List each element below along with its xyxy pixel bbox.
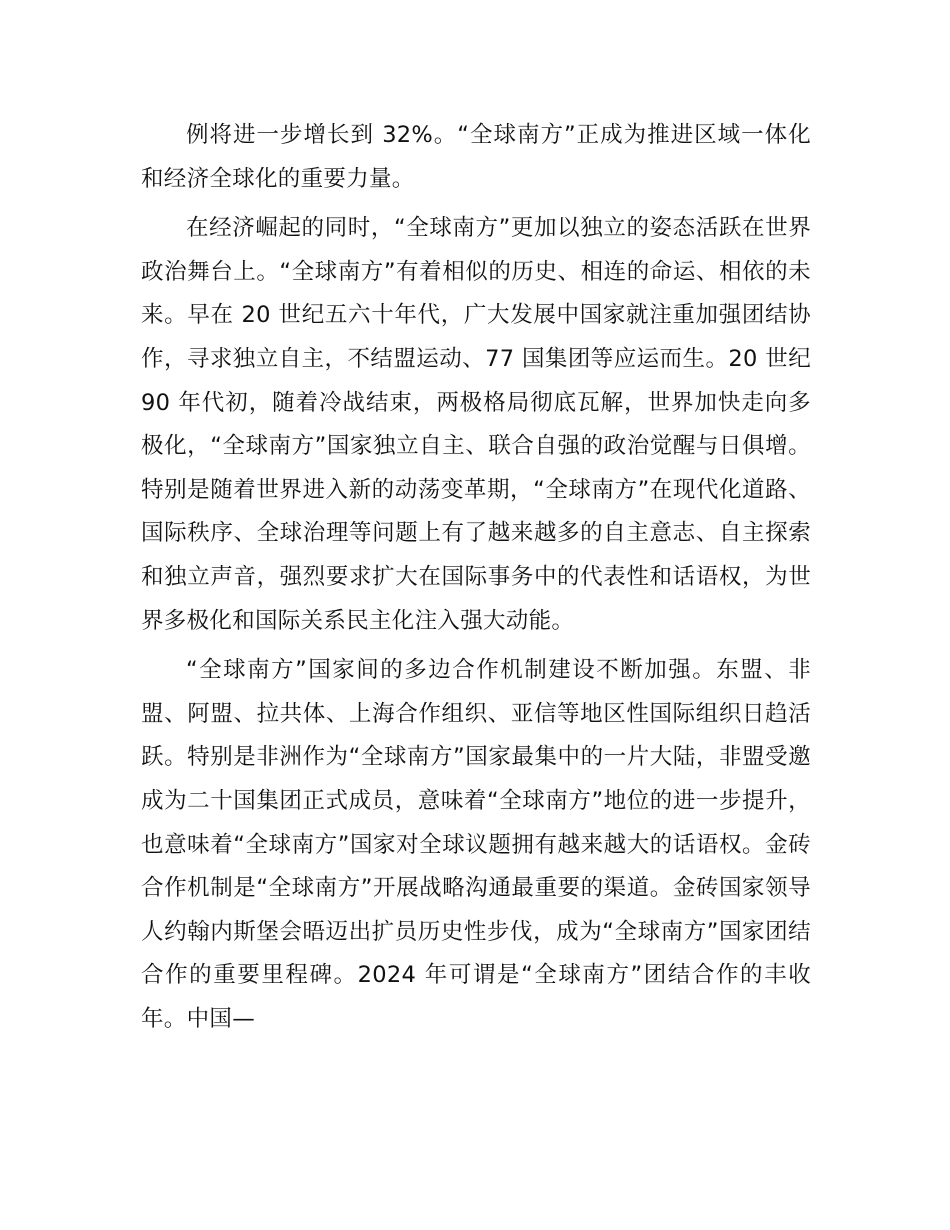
paragraph-1: 例将进一步增长到 32%。“全球南方”正成为推进区域一体化和经济全球化的重要力量。: [141, 122, 811, 192]
paragraph-3: “全球南方”国家间的多边合作机制建设不断加强。东盟、非盟、阿盟、拉共体、上海合作组织、亚信等地区性国际组织日趋活跃。特别是非洲作为“全球南方”国家最集中的一片大陆，非盟受邀成为二十国集团正式成员，意味着“全球南方”地位的进一步提升，也意味着“全球南方”国家对全球议题拥有越来越大的话语权。金砖合作机制是“全球南方”开展战略沟通最重要的渠道。金砖国家领导人约翰内斯堡会晤迈出扩员历史性步伐，成为“全球南方”国家团结合作的重要里程碑。2024 年可谓是“全球南方”团结合作的丰收年。中国—: [141, 657, 811, 1032]
paragraph-2: 在经济崛起的同时，“全球南方”更加以独立的姿态活跃在世界政治舞台上。“全球南方”有着相似的历史、相连的命运、相依的未来。早在 20 世纪五六十年代，广大发展中国家就注重加强团结协作，寻求独立自主，不结盟运动、77 国集团等应运而生。20 世纪 90 年代初，随着冷战结束，两极格局彻底瓦解，世界加快走向多极化，“全球南方”国家独立自主、联合自强的政治觉醒与日俱增。特别是随着世界进入新的动荡变革期，“全球南方”在现代化道路、国际秩序、全球治理等问题上有了越来越多的自主意志、自主探索和独立声音，强烈要求扩大在国际事务中的代表性和话语权，为世界多极化和国际关系民主化注入强大动能。: [141, 215, 811, 634]
body-text: [141, 114, 811, 1041]
